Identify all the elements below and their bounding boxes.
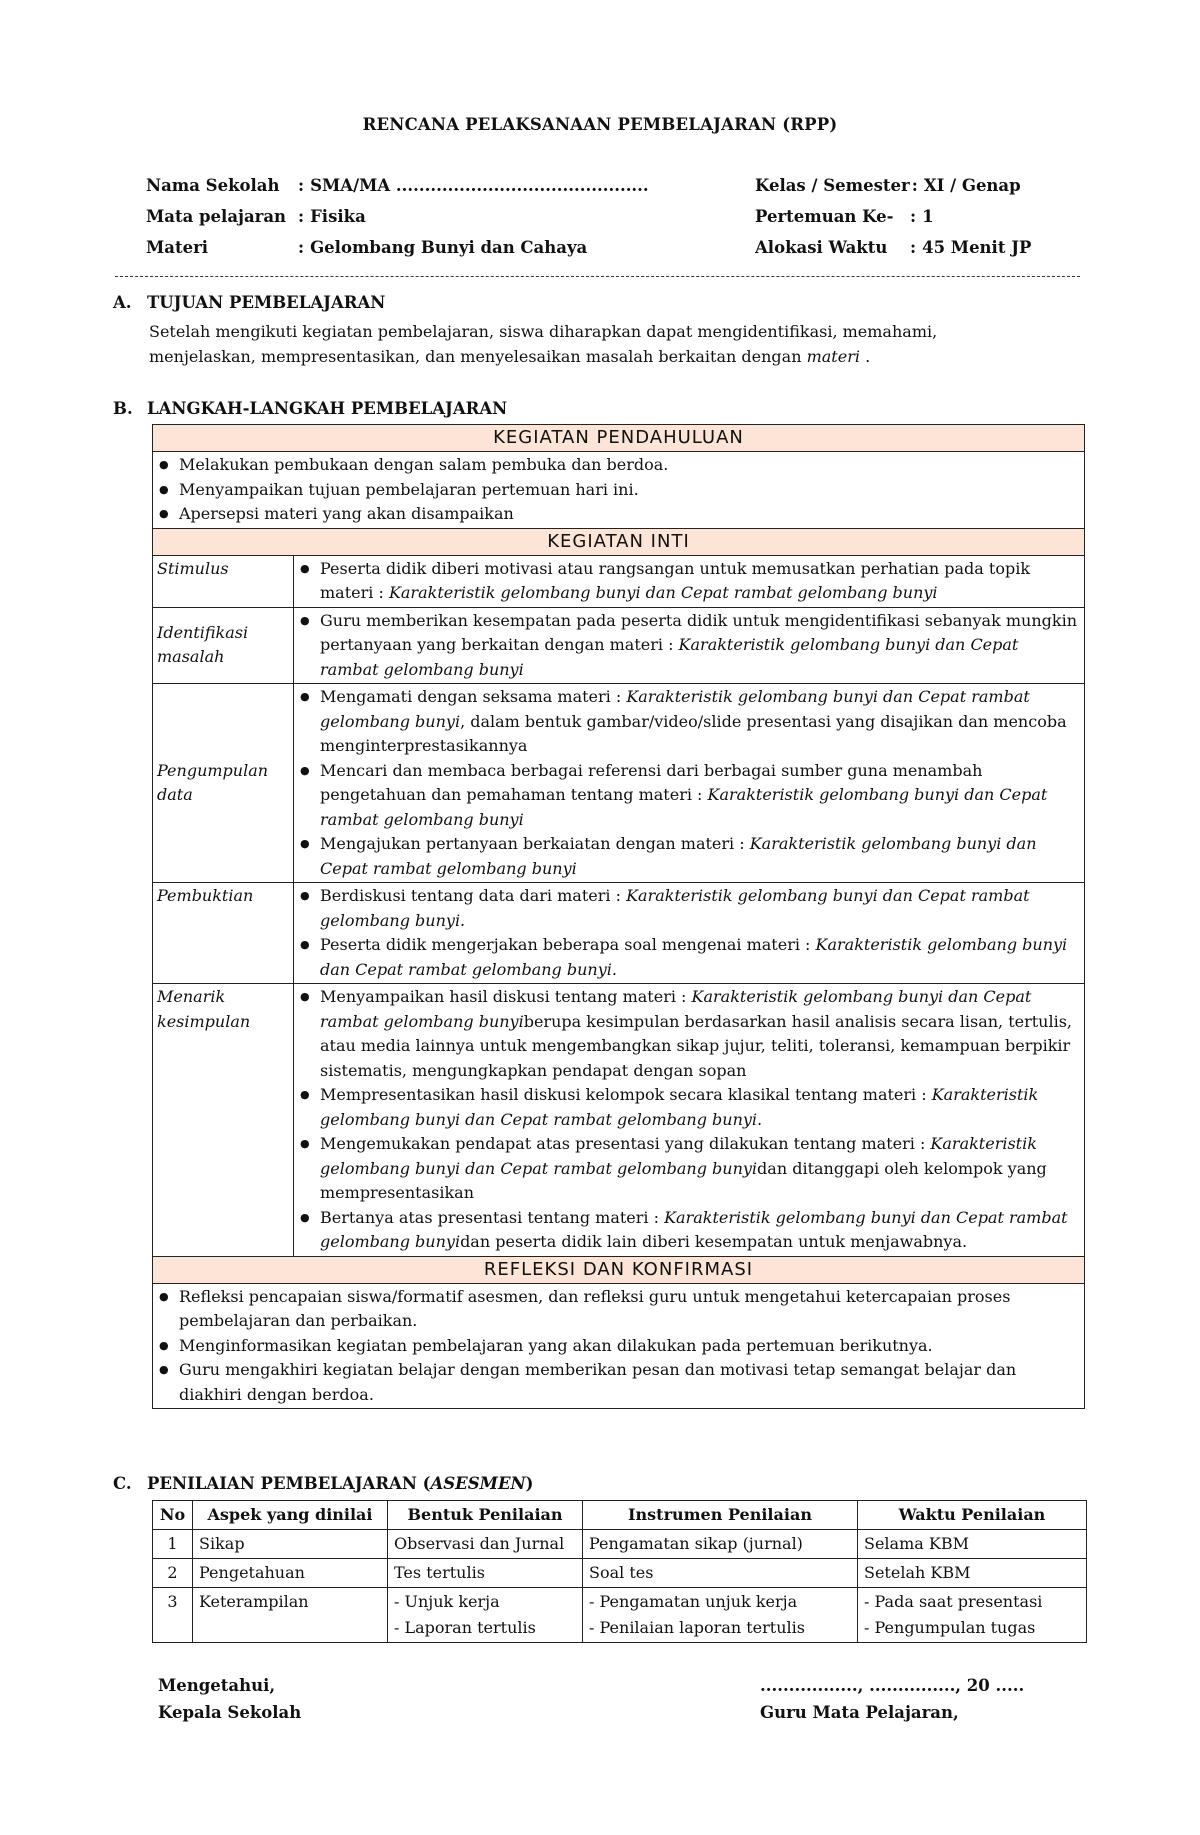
table-row [153, 555, 1085, 607]
cell-bentuk [388, 1588, 583, 1643]
pendahuluan-cell [153, 452, 1085, 529]
text-italic: Karakteristik gelombang bunyi dan Cepat rambat gelombang bunyi [320, 987, 1032, 1031]
text-span: Mempresentasikan hasil diskusi kelompok secara klasikal tentang materi : [320, 1085, 932, 1104]
text-span: Menyampaikan hasil diskusi tentang materi : [320, 987, 692, 1006]
list-item [298, 1083, 1080, 1132]
step-label: Pembuktian [153, 883, 294, 984]
info-label: Materi [146, 238, 209, 257]
table-row [153, 1559, 1087, 1588]
cell-instrumen [583, 1588, 858, 1643]
cell-waktu [858, 1588, 1087, 1643]
table-header-cell: KEGIATAN INTI [153, 528, 1085, 555]
text-span: . [865, 347, 871, 366]
text-span: Bertanya atas presentasi tentang materi : [320, 1207, 665, 1227]
signature-line: ................., ..............., 20 ..... [760, 1676, 1025, 1695]
bullet-list [157, 453, 1080, 527]
section-c-heading [113, 1474, 533, 1493]
bullet-list [298, 609, 1080, 683]
table-row [153, 1530, 1087, 1559]
list-item [298, 759, 1080, 833]
assessment-header-row [153, 1501, 1087, 1530]
table-row [153, 1588, 1087, 1643]
cell-aspek: Pengetahuan [193, 1559, 388, 1588]
list-item [298, 1132, 1080, 1206]
table-header-cell: KEGIATAN PENDAHULUAN [153, 425, 1085, 452]
info-colon: : [911, 176, 918, 195]
bullet-list [298, 985, 1080, 1255]
step-content [294, 883, 1085, 984]
text-span: Mencari dan membaca berbagai referensi dari berbagai sumber guna menambah pengetahuan dan pemahaman tentang materi : [320, 760, 983, 804]
text-span: Mengemukakan pendapat atas presentasi yang dilakukan tentang materi : [320, 1134, 931, 1153]
section-letter: A. [113, 293, 132, 312]
cell-no: 3 [153, 1588, 193, 1643]
cell-line: - Pada saat presentasi [864, 1592, 1043, 1611]
bullet-list [157, 1285, 1080, 1408]
info-row-school [146, 170, 649, 201]
step-label: Stimulus [153, 555, 294, 607]
cell-aspek: Keterampilan [193, 1588, 388, 1643]
signature-line: Guru Mata Pelajaran, [760, 1703, 959, 1722]
list-item [298, 933, 1080, 982]
section-title: PENILAIAN PEMBELAJARAN ( [147, 1474, 431, 1493]
section-letter: C. [113, 1474, 132, 1493]
list-item [298, 985, 1080, 1083]
inti-header [153, 528, 1085, 555]
section-b-heading [113, 399, 507, 418]
cell-line: - Pengamatan unjuk kerja [589, 1592, 798, 1611]
cell-line: - Penilaian laporan tertulis [589, 1618, 805, 1637]
text-line [149, 344, 1049, 369]
cell-waktu: Setelah KBM [858, 1559, 1087, 1588]
text-italic: Karakteristik gelombang bunyi dan Cepat rambat gelombang bunyi. [320, 935, 1068, 979]
bullet-list [298, 884, 1080, 982]
list-item: ● Refleksi pencapaian siswa/formatif asesmen, dan refleksi guru untuk mengetahui ketercapaian proses pembelajaran dan perbaikan. [157, 1285, 1080, 1334]
info-row-meeting [755, 201, 1031, 232]
list-item [298, 1206, 1080, 1255]
assessment-table [152, 1500, 1087, 1643]
cell-no: 1 [153, 1530, 193, 1559]
text-span: berupa kesimpulan berdasarkan hasil analisis secara lisan, tertulis, atau media lainnya untuk mengembangkan sikap jujur, teliti, toleransi, kemampuan berpikir sistematis, mengungkapkan pendapat dengan sopan [320, 1011, 1073, 1080]
info-value: Gelombang Bunyi dan Cahaya [310, 238, 588, 257]
cell-line: - Unjuk kerja [394, 1592, 500, 1611]
signature-left [158, 1672, 301, 1726]
step-label: Pengumpulan data [153, 684, 294, 883]
info-colon: : [910, 238, 917, 257]
cell-no: 2 [153, 1559, 193, 1588]
text-italic: Karakteristik gelombang bunyi dan Cepat rambat gelombang bunyi [388, 583, 938, 602]
list-item: ● Menyampaikan tujuan pembelajaran pertemuan hari ini. [157, 478, 1080, 503]
section-a-heading [113, 293, 385, 312]
text-italic: Karakteristik gelombang bunyi dan Cepat rambat gelombang bunyi [320, 1207, 1068, 1251]
pendahuluan-row [153, 452, 1085, 529]
refleksi-cell [153, 1283, 1085, 1409]
info-label: Pertemuan Ke- [755, 207, 894, 226]
column-header: Bentuk Penilaian [388, 1501, 583, 1530]
step-content [294, 555, 1085, 607]
text-span: Mengamati dengan seksama materi : [320, 687, 627, 706]
bullet-list [298, 685, 1080, 881]
section-title: TUJUAN PEMBELAJARAN [147, 293, 386, 312]
list-item: ● Menginformasikan kegiatan pembelajaran yang akan dilakukan pada pertemuan berikutnya. [157, 1334, 1080, 1359]
info-label: Nama Sekolah [146, 176, 280, 195]
table-row [153, 684, 1085, 883]
info-colon: : [298, 176, 305, 195]
info-row-subject [146, 201, 649, 232]
text-italic: Karakteristik gelombang bunyi dan Cepat rambat gelombang bunyi [320, 1134, 1037, 1178]
list-item [298, 685, 1080, 759]
bullet-list [298, 557, 1080, 606]
list-item [298, 609, 1080, 683]
text-span: Berdiskusi tentang data dari materi : [320, 886, 627, 905]
text-span: Peserta didik mengerjakan beberapa soal mengenai materi : [320, 935, 816, 954]
cell-line: - Pengumpulan tugas [864, 1618, 1036, 1637]
info-right [755, 170, 1031, 263]
info-row-material [146, 232, 649, 263]
cell-bentuk: Tes tertulis [388, 1559, 583, 1588]
info-left [146, 170, 649, 263]
text-italic: Karakteristik gelombang bunyi dan Cepat rambat gelombang bunyi [320, 785, 1048, 829]
info-row-time [755, 232, 1031, 263]
step-content [294, 984, 1085, 1257]
text-italic: Karakteristik gelombang bunyi dan Cepat rambat gelombang bunyi [320, 834, 1037, 878]
info-label: Mata pelajaran [146, 207, 287, 226]
text-span: dan peserta didik lain diberi kesempatan untuk menjawabnya. [460, 1232, 968, 1251]
step-label: Menarik kesimpulan [153, 984, 294, 1257]
table-row [153, 883, 1085, 984]
activities-table [152, 424, 1085, 1409]
info-value: Fisika [310, 207, 366, 226]
cell-instrumen: Pengamatan sikap (jurnal) [583, 1530, 858, 1559]
column-header: No [153, 1501, 193, 1530]
refleksi-header [153, 1256, 1085, 1283]
text-span: , dalam bentuk gambar/video/slide presentasi yang disajikan dan mencoba menginterprestasikannya [320, 711, 1067, 755]
list-item [298, 884, 1080, 933]
info-value: 45 Menit JP [922, 238, 1032, 257]
list-item: ● Guru mengakhiri kegiatan belajar dengan memberikan pesan dan motivasi tetap semangat belajar dan diakhiri dengan berdoa. [157, 1358, 1080, 1407]
section-a-text [149, 319, 1049, 369]
signature-line: Mengetahui, [158, 1676, 276, 1695]
info-colon: : [910, 207, 917, 226]
text-span: dan ditanggapi oleh kelompok yang mempresentasikan [320, 1158, 1047, 1202]
text-span: Peserta didik diberi motivasi atau rangsangan untuk memusatkan perhatian pada topik materi : [320, 558, 1031, 602]
list-item [298, 832, 1080, 881]
step-content [294, 684, 1085, 883]
text-span: Mengajukan pertanyaan berkaiatan dengan materi : [320, 834, 750, 853]
list-item: ● Melakukan pembukaan dengan salam pembuka dan berdoa. [157, 453, 1080, 478]
pendahuluan-header [153, 425, 1085, 452]
text-line: Setelah mengikuti kegiatan pembelajaran, siswa diharapkan dapat mengidentifikasi, memahami, [149, 322, 938, 341]
info-value: XI / Genap [923, 176, 1021, 195]
table-header-cell: REFLEKSI DAN KONFIRMASI [153, 1256, 1085, 1283]
info-colon: : [298, 238, 305, 257]
text-italic: Karakteristik gelombang bunyi dan Cepat rambat gelombang bunyi [320, 635, 1019, 679]
column-header: Instrumen Penilaian [583, 1501, 858, 1530]
text-italic: Karakteristik gelombang bunyi dan Cepat rambat gelombang bunyi [320, 687, 1030, 731]
info-label: Alokasi Waktu [755, 238, 888, 257]
info-value: 1 [922, 207, 934, 226]
column-header: Aspek yang dinilai [193, 1501, 388, 1530]
separator-line [115, 276, 1080, 277]
text-span: menjelaskan, mempresentasikan, dan menyelesaikan masalah berkaitan dengan [149, 347, 802, 366]
text-span: Guru memberikan kesempatan pada peserta didik untuk mengidentifikasi sebanyak mungkin pertanyaan yang berkaitan dengan materi : [320, 610, 1078, 654]
step-content [294, 607, 1085, 684]
section-letter: B. [113, 399, 133, 418]
info-value: SMA/MA ............................................ [310, 176, 649, 195]
signature-right [760, 1672, 1024, 1726]
list-item [298, 557, 1080, 606]
column-header: Waktu Penilaian [858, 1501, 1087, 1530]
info-label: Kelas / Semester [755, 176, 910, 195]
text-italic: Karakteristik gelombang bunyi dan Cepat rambat gelombang bunyi. [320, 1085, 1039, 1129]
cell-waktu: Selama KBM [858, 1530, 1087, 1559]
document-title: RENCANA PELAKSANAAN PEMBELAJARAN (RPP) [362, 115, 838, 134]
section-title: LANGKAH-LANGKAH PEMBELAJARAN [147, 399, 508, 418]
signature-line: Kepala Sekolah [158, 1703, 302, 1722]
step-label: Identifikasi masalah [153, 607, 294, 684]
cell-bentuk: Observasi dan Jurnal [388, 1530, 583, 1559]
text-italic: Karakteristik gelombang bunyi dan Cepat rambat gelombang bunyi. [320, 886, 1030, 930]
cell-instrumen: Soal tes [583, 1559, 858, 1588]
cell-aspek: Sikap [193, 1530, 388, 1559]
text-italic: materi [806, 347, 860, 366]
section-title-italic: ASESMEN [430, 1474, 526, 1493]
table-row [153, 984, 1085, 1257]
refleksi-row [153, 1283, 1085, 1409]
cell-line: - Laporan tertulis [394, 1618, 536, 1637]
info-row-class [755, 170, 1031, 201]
info-colon: : [298, 207, 305, 226]
list-item: ● Apersepsi materi yang akan disampaikan [157, 502, 1080, 527]
section-title-end: ) [525, 1474, 534, 1493]
table-row [153, 607, 1085, 684]
